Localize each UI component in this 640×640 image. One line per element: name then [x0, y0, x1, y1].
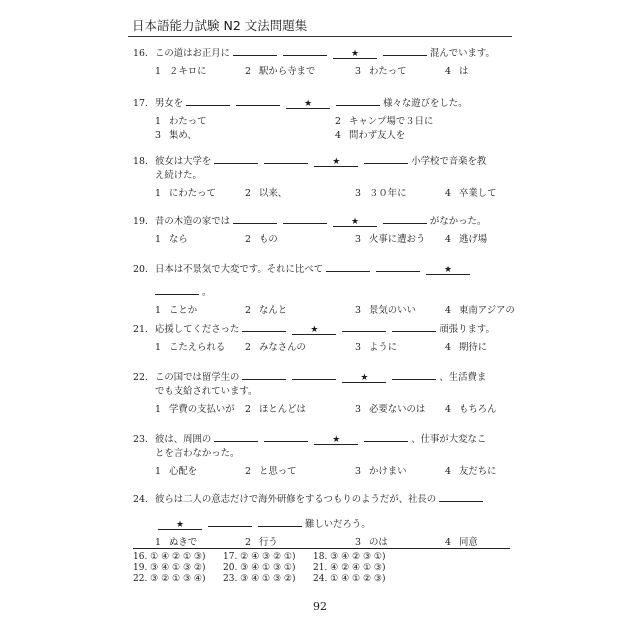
option-2: [245, 65, 315, 79]
option-text: ２キロに: [169, 66, 207, 77]
question-number: 19.: [133, 216, 148, 227]
answer-divider: [133, 548, 510, 549]
star-blank: ★: [314, 433, 358, 445]
question-17: [133, 94, 513, 141]
option-1: [155, 115, 207, 129]
option-text: 逃げ場: [459, 234, 488, 245]
question-text: 彼らは二人の意志だけで海外研修をするつもりのようだが、社長の: [155, 494, 437, 505]
option-text: 東南アジアの: [459, 305, 515, 316]
question-text: 男女を: [155, 98, 184, 109]
answer-blank: [283, 44, 327, 56]
option-text: ほとんどは: [259, 404, 306, 415]
option-number: 1: [155, 537, 161, 548]
option-3: [155, 129, 197, 143]
answer-entry: 18. ③ ④ ② ③ ①): [313, 552, 386, 562]
question-line: [133, 430, 513, 447]
option-2: [245, 403, 306, 417]
option-2: [245, 465, 297, 479]
option-2: [245, 304, 287, 318]
question-continuation: え続けた。: [155, 170, 202, 181]
question-text: この道はお正月に: [155, 48, 231, 59]
answer-blank: [383, 212, 427, 224]
option-number: 3: [355, 66, 361, 77]
option-text: 心配を: [169, 466, 198, 477]
star-blank: ★: [286, 97, 330, 109]
option-text: 期待に: [459, 342, 488, 353]
option-number: 2: [245, 188, 251, 199]
option-text: もちろん: [459, 404, 497, 415]
answer-blank: [283, 212, 327, 224]
question-number: 16.: [133, 48, 148, 59]
question-text-after: 、仕事が大変なこ: [411, 434, 487, 445]
option-number: 2: [335, 116, 341, 127]
question-21: [133, 320, 513, 355]
option-text: ように: [369, 342, 398, 353]
answer-entry: 21. ④ ② ④ ① ③): [313, 563, 386, 573]
answer-blank: [392, 320, 436, 332]
star-blank: ★: [158, 518, 202, 530]
option-3: [355, 403, 425, 417]
option-4: [445, 403, 497, 417]
question-continuation: [133, 515, 513, 532]
answer-blank: [364, 152, 408, 164]
option-number: 2: [245, 466, 251, 477]
option-1: [155, 187, 216, 201]
option-text: 景気のいい: [369, 305, 416, 316]
question-text: 彼女は大学を: [155, 156, 212, 167]
question-text-after: 頑張ります。: [439, 324, 495, 335]
option-text: と思って: [259, 466, 297, 477]
answer-row: [133, 563, 403, 574]
option-1: [155, 341, 225, 355]
answer-entry: 24. ① ④ ① ② ③): [313, 574, 386, 584]
option-text: 集め、: [169, 130, 197, 141]
answer-blank: [214, 152, 258, 164]
option-number: 2: [245, 342, 251, 353]
question-continuation: [133, 283, 513, 300]
option-text: 問わず友人を: [349, 130, 406, 141]
question-number: 18.: [133, 156, 148, 167]
question-text: 応援してくださった: [155, 324, 240, 335]
question-text: この国では留学生の: [155, 372, 240, 383]
option-number: 4: [445, 342, 451, 353]
star-blank: ★: [342, 371, 386, 383]
option-number: 4: [445, 404, 451, 415]
option-1: [155, 65, 207, 79]
option-number: 4: [445, 466, 451, 477]
option-number: 3: [355, 188, 361, 199]
question-text: 日本は不景気で大変です。それに比べて: [155, 264, 324, 275]
option-number: 2: [245, 234, 251, 245]
option-4: [335, 129, 405, 143]
answer-blank: [292, 368, 336, 380]
answer-blank: [233, 212, 277, 224]
question-line: [133, 260, 513, 277]
answer-blank: [326, 260, 370, 272]
option-3: [355, 304, 416, 318]
question-continuation: とを言わなかった。: [155, 448, 240, 459]
question-24: [133, 490, 513, 550]
answer-blank: [342, 320, 386, 332]
option-text: かけまい: [369, 466, 407, 477]
option-3: [355, 465, 407, 479]
page-header: [128, 14, 512, 37]
question-line: [133, 490, 513, 507]
options-row: [133, 187, 513, 201]
question-23: [133, 430, 513, 479]
answer-blank: [208, 515, 252, 527]
question-text: 昔の木造の家では: [155, 216, 231, 227]
question-number: 24.: [133, 494, 148, 505]
question-number: 23.: [133, 434, 148, 445]
answer-entry: 17. ② ④ ③ ② ①): [223, 552, 296, 562]
header-title: 日本語能力試験 N2 文法問題集: [132, 18, 308, 33]
question-20: [133, 260, 513, 318]
option-number: 1: [155, 342, 161, 353]
star-blank: ★: [333, 215, 377, 227]
question-19: [133, 212, 513, 247]
option-4: [445, 187, 497, 201]
option-4: [445, 65, 468, 79]
option-number: 4: [445, 537, 451, 548]
answer-entry: 19. ③ ④ ① ③ ②): [133, 563, 206, 573]
option-3: [355, 233, 425, 247]
option-text: 卒業して: [459, 188, 497, 199]
option-number: 1: [155, 466, 161, 477]
option-number: 3: [355, 466, 361, 477]
option-3: [355, 187, 407, 201]
options-row: [133, 465, 513, 479]
option-2: [335, 115, 433, 129]
answer-entry: 16. ① ④ ② ① ③): [133, 552, 206, 562]
option-4: [445, 465, 497, 479]
question-line: [133, 212, 513, 229]
question-text-after: 、生活費ま: [439, 372, 487, 383]
option-number: 2: [245, 404, 251, 415]
options-row: [133, 115, 513, 141]
option-number: 3: [355, 305, 361, 316]
option-3: [355, 341, 397, 355]
question-line: [133, 320, 513, 337]
answer-row: [133, 552, 403, 563]
option-1: [155, 304, 197, 318]
option-text: 必要ないのは: [369, 404, 426, 415]
option-number: 4: [445, 234, 451, 245]
question-text-after: 。: [202, 287, 212, 298]
option-number: 3: [355, 234, 361, 245]
star-blank: ★: [333, 47, 377, 59]
answer-blank: [236, 94, 280, 106]
question-text-after: がなかった。: [430, 216, 487, 227]
option-number: 4: [445, 188, 451, 199]
option-text: 行う: [259, 537, 278, 548]
answer-blank: [155, 283, 199, 295]
option-number: 1: [155, 305, 161, 316]
answer-blank: [242, 320, 286, 332]
option-1: [155, 403, 235, 417]
answer-blank: [376, 260, 420, 272]
option-text: にわたって: [169, 188, 216, 199]
option-text: なら: [169, 234, 188, 245]
option-2: [245, 233, 278, 247]
option-text: 同意: [459, 537, 478, 548]
option-text: ３０年に: [369, 188, 407, 199]
options-row: [133, 65, 513, 79]
answer-blank: [214, 430, 258, 442]
question-22: [133, 368, 513, 417]
answer-blank: [264, 152, 308, 164]
question-line: [133, 94, 513, 111]
option-text: もの: [259, 234, 278, 245]
option-number: 4: [335, 130, 341, 141]
answer-blank: [364, 430, 408, 442]
option-number: 2: [245, 537, 251, 548]
question-number: 22.: [133, 372, 148, 383]
option-text: は: [459, 66, 469, 77]
option-4: [445, 341, 487, 355]
answer-entry: 20. ③ ④ ① ③ ①): [223, 563, 296, 573]
answer-blank: [242, 368, 286, 380]
options-row: [133, 341, 513, 355]
option-3: [355, 65, 407, 79]
question-line: [133, 368, 513, 385]
option-1: [155, 465, 197, 479]
option-text: ぬきで: [169, 537, 198, 548]
option-text: ことか: [169, 305, 198, 316]
option-text: 以来、: [259, 188, 288, 199]
answer-entry: 22. ③ ② ① ③ ④): [133, 574, 206, 584]
question-continuation: でも支給されています。: [155, 386, 258, 397]
option-text: こたえられる: [169, 342, 226, 353]
options-row: [133, 403, 513, 417]
answer-blank: [392, 368, 436, 380]
question-text: 彼は、周囲の: [155, 434, 212, 445]
option-text: なんと: [259, 305, 288, 316]
option-number: 3: [355, 537, 361, 548]
answer-entry: 23. ③ ④ ① ③ ②): [223, 574, 296, 584]
option-number: 1: [155, 66, 161, 77]
option-4: [445, 304, 515, 318]
answer-blank: [264, 430, 308, 442]
question-text-after: 混んでいます。: [430, 48, 495, 59]
answer-blank: [186, 94, 230, 106]
option-2: [245, 187, 287, 201]
option-number: 2: [245, 66, 251, 77]
option-number: 4: [445, 66, 451, 77]
answer-blank: [336, 94, 380, 106]
star-blank: ★: [314, 155, 358, 167]
option-number: 2: [245, 305, 251, 316]
option-text: わたって: [369, 66, 407, 77]
question-number: 21.: [133, 324, 148, 335]
option-number: 3: [355, 404, 361, 415]
option-number: 3: [355, 342, 361, 353]
question-text-after: 小学校で音楽を教: [411, 156, 487, 167]
option-text: 学費の支払いが: [169, 404, 235, 415]
star-blank: ★: [426, 263, 470, 275]
question-18: [133, 152, 513, 201]
answer-row: [133, 574, 403, 585]
answer-blank: [439, 490, 483, 502]
option-number: 1: [155, 404, 161, 415]
option-text: のは: [369, 537, 388, 548]
option-number: 4: [445, 305, 451, 316]
option-text: 駅から寺まで: [259, 66, 316, 77]
answer-blank: [258, 515, 302, 527]
options-row: [133, 304, 513, 318]
option-text: 火事に遭おう: [369, 234, 426, 245]
question-number: 17.: [133, 98, 148, 109]
option-2: [245, 341, 306, 355]
option-text: みなさんの: [259, 342, 306, 353]
option-text: わたって: [169, 116, 207, 127]
option-number: 1: [155, 188, 161, 199]
option-number: 3: [155, 130, 161, 141]
options-row: [133, 233, 513, 247]
star-blank: ★: [292, 323, 336, 335]
question-text-after: 難しいだろう。: [305, 519, 371, 530]
option-text: 友だちに: [459, 466, 497, 477]
answer-blank: [233, 44, 277, 56]
question-line: [133, 152, 513, 169]
option-text: キャンプ場で３日に: [349, 116, 434, 127]
option-number: 1: [155, 234, 161, 245]
page-number: 92: [313, 600, 327, 613]
question-line: [133, 44, 513, 61]
question-text-after: 様々な遊びをした。: [383, 98, 468, 109]
answer-blank: [383, 44, 427, 56]
option-1: [155, 233, 188, 247]
option-4: [445, 233, 487, 247]
option-number: 1: [155, 116, 161, 127]
question-number: 20.: [133, 264, 148, 275]
question-16: [133, 44, 513, 79]
